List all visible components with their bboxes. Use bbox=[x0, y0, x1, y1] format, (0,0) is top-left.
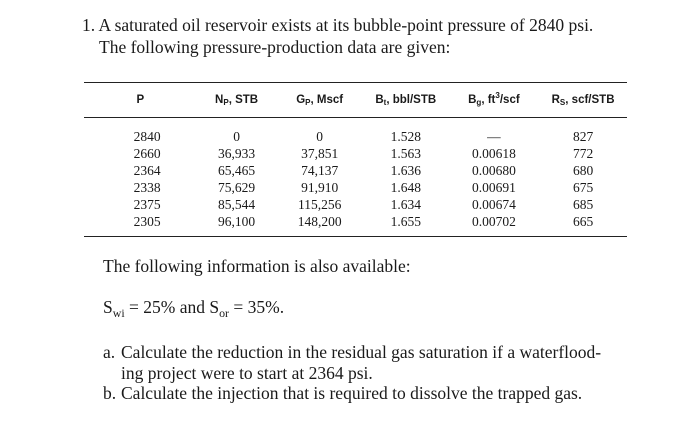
cell-rs: 772 bbox=[572, 146, 594, 161]
swi-value: = 25% and bbox=[124, 297, 210, 317]
cell-rs: 685 bbox=[572, 197, 594, 212]
cell-pressure: 2840 bbox=[133, 129, 161, 144]
table-row bbox=[84, 145, 627, 162]
header-bg: $B_g$, $ft^3$/scf bbox=[449, 83, 539, 118]
header-bt: $B_t$, bbl/STB bbox=[363, 83, 449, 118]
sor-subscript: or bbox=[219, 306, 229, 320]
table-body bbox=[84, 118, 627, 237]
cell-bg: 0.00674 bbox=[471, 197, 516, 212]
cell-np: 36,933 bbox=[218, 146, 256, 161]
cell-bt: 1.648 bbox=[390, 180, 421, 195]
question-list bbox=[103, 342, 663, 404]
cell-pressure: 2364 bbox=[133, 163, 161, 178]
header-rs: $R_S$, scf/STB bbox=[539, 83, 627, 118]
problem-statement bbox=[82, 14, 682, 58]
cell-np: 75,629 bbox=[218, 180, 256, 195]
swi-subscript: wi bbox=[112, 306, 125, 320]
cell-bt: 1.634 bbox=[390, 197, 421, 212]
cell-np: 0 bbox=[233, 129, 240, 144]
cell-gp: 115,256 bbox=[297, 197, 342, 212]
cell-bt: 1.636 bbox=[390, 163, 421, 178]
cell-bg: 0.00691 bbox=[471, 180, 516, 195]
cell-bg: 0.00702 bbox=[449, 213, 539, 237]
problem-statement-line-1: 1. A saturated oil reservoir exists at its bubble-point pressure of 2840 psi. bbox=[82, 15, 594, 35]
cell-rs: 680 bbox=[572, 163, 594, 178]
table-header-row bbox=[84, 83, 627, 118]
cell-bt: 1.528 bbox=[390, 129, 421, 144]
table-row bbox=[84, 179, 627, 196]
question-marker: b. bbox=[103, 383, 117, 403]
pressure-production-table bbox=[84, 82, 627, 237]
cell-bg: — bbox=[487, 129, 501, 144]
cell-gp: 148,200 bbox=[276, 213, 362, 237]
sor-value: = 35%. bbox=[229, 297, 285, 317]
cell-pressure: 2338 bbox=[133, 180, 161, 195]
table-row bbox=[84, 162, 627, 179]
table-row bbox=[84, 118, 627, 146]
table-row bbox=[84, 213, 627, 237]
cell-pressure: 2375 bbox=[133, 197, 161, 212]
header-pressure: P bbox=[84, 83, 197, 118]
saturation-values bbox=[103, 296, 284, 324]
cell-gp: 74,137 bbox=[301, 163, 339, 178]
cell-gp: 0 bbox=[316, 129, 324, 144]
cell-bg: 0.00618 bbox=[471, 146, 516, 161]
question-marker: a. bbox=[103, 342, 116, 362]
cell-np: 85,544 bbox=[218, 197, 256, 212]
sor-symbol: S bbox=[209, 297, 220, 317]
cell-pressure: 2660 bbox=[133, 146, 161, 161]
cell-rs: 665 bbox=[539, 213, 627, 237]
cell-rs: 827 bbox=[572, 129, 594, 144]
cell-gp: 37,851 bbox=[301, 146, 339, 161]
cell-rs: 675 bbox=[572, 180, 594, 195]
cell-bg: 0.00680 bbox=[471, 163, 516, 178]
cell-np: 65,465 bbox=[218, 163, 256, 178]
table-header bbox=[84, 83, 627, 118]
swi-symbol: S bbox=[103, 297, 113, 317]
question-b bbox=[103, 383, 663, 404]
question-text-line: Calculate the injection that is required to dissolve the trapped gas. bbox=[121, 383, 583, 403]
cell-gp: 91,910 bbox=[301, 180, 339, 195]
problem-statement-line-2: The following pressure-production data are given: bbox=[99, 37, 451, 57]
question-text-line: ing project were to start at 2364 psi. bbox=[121, 362, 373, 383]
cell-np: 96,100 bbox=[197, 213, 277, 237]
question-a bbox=[103, 342, 663, 383]
additional-info-text: The following information is also available: bbox=[103, 256, 411, 276]
table-row bbox=[84, 196, 627, 213]
cell-pressure: 2305 bbox=[84, 213, 197, 237]
header-np: $N_P$, STB bbox=[197, 83, 277, 118]
cell-bt: 1.655 bbox=[363, 213, 449, 237]
header-gp: $G_P$, Mscf bbox=[276, 83, 362, 118]
cell-bt: 1.563 bbox=[390, 146, 421, 161]
question-text-line: Calculate the reduction in the residual gas saturation if a waterflood- bbox=[121, 342, 602, 362]
